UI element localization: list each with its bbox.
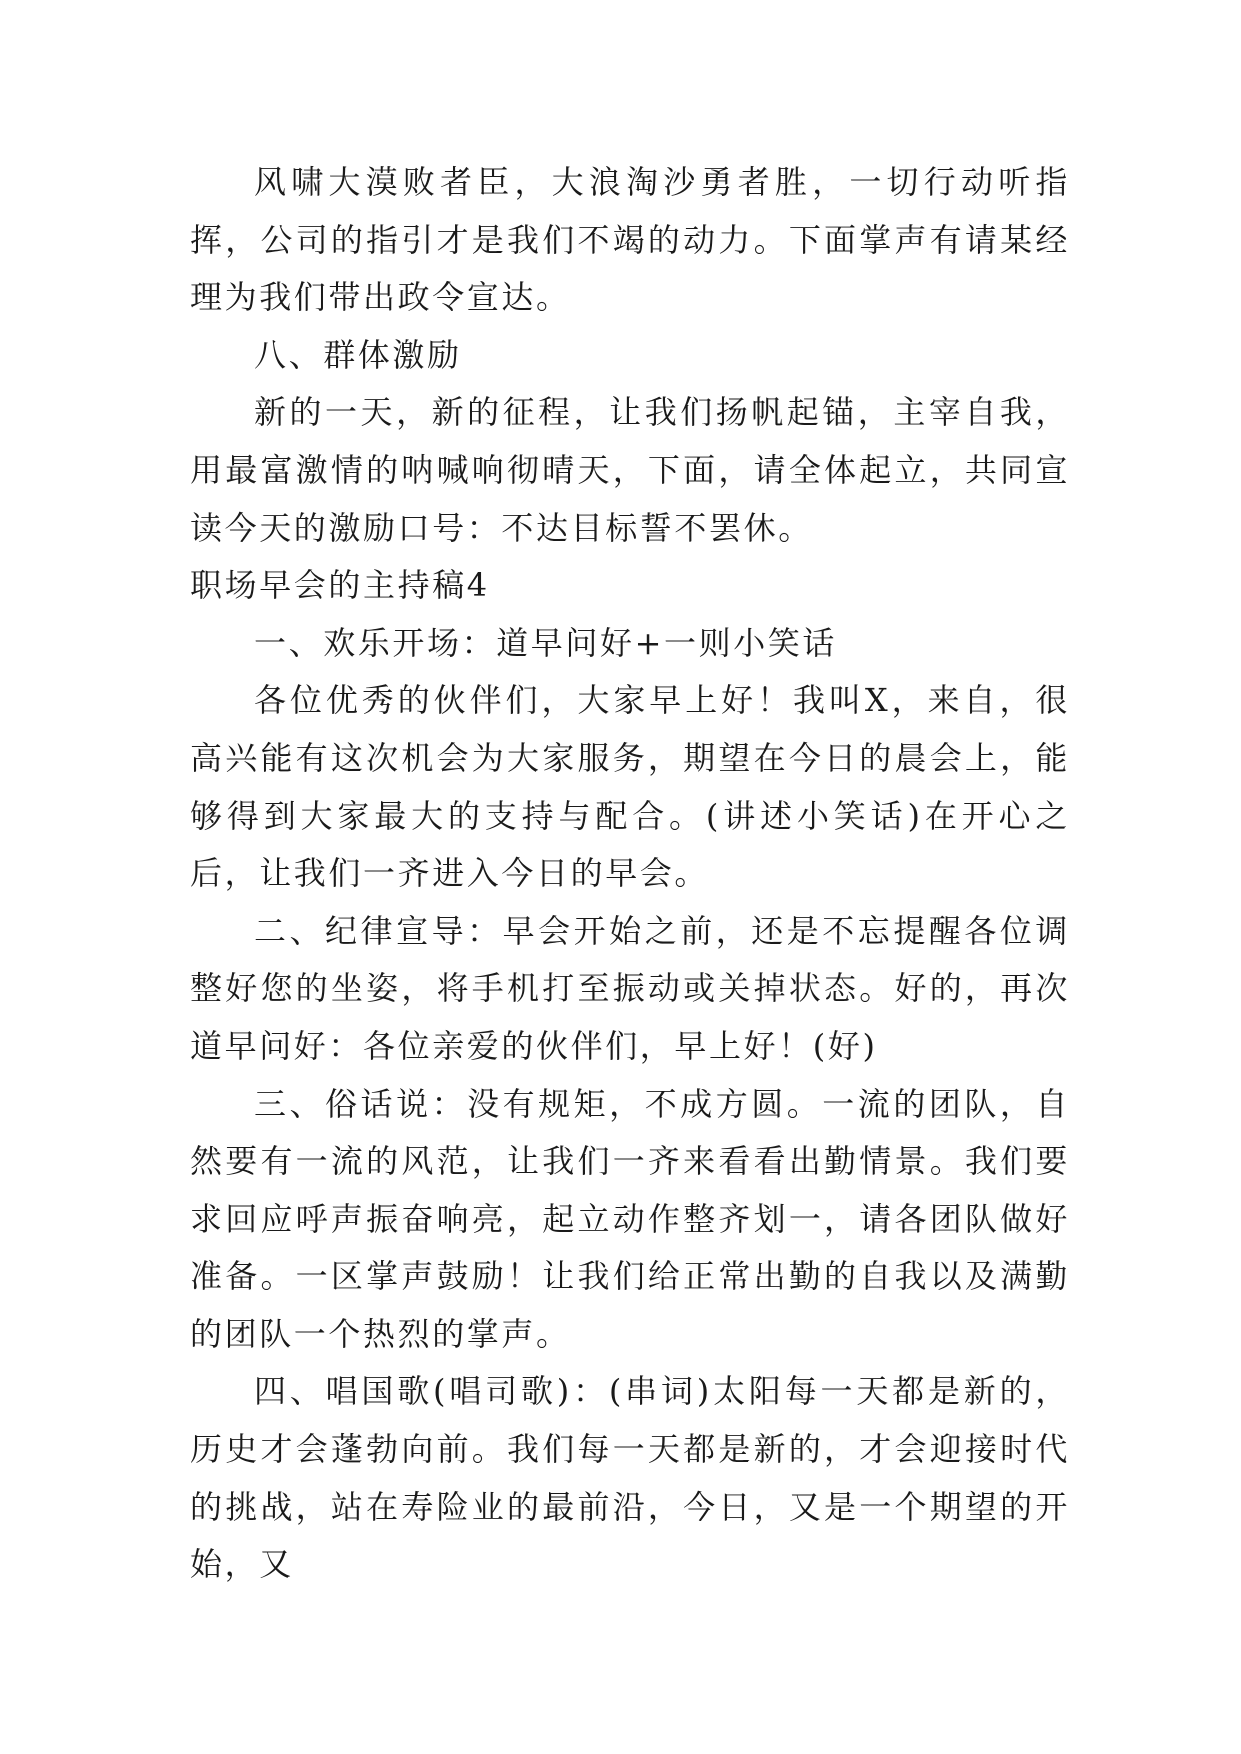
paragraph-discipline: 二、纪律宣导：早会开始之前，还是不忘提醒各位调整好您的坐姿，将手机打至振动或关掉状态。好的，再次道早问好：各位亲爱的伙伴们，早上好！(好) (190, 911, 1070, 1065)
script-title: 职场早会的主持稿4 (190, 566, 490, 605)
document-body (190, 154, 1070, 1594)
section-heading-group-motivation: 八、群体激励 (254, 335, 462, 374)
paragraph-opening: 各位优秀的伙伴们，大家早上好！我叫X，来自，很高兴能有这次机会为大家服务，期望在今日的晨会上，能够得到大家最大的支持与配合。(讲述小笑话)在开心之后，让我们一齐进入今日的早会。 (190, 681, 1070, 893)
section-heading-opening: 一、欢乐开场：道早问好+一则小笑话 (254, 623, 838, 662)
paragraph-anthem: 四、唱国歌(唱司歌)：(串词)太阳每一天都是新的，历史才会蓬勃向前。我们每一天都是新的，才会迎接时代的挑战，站在寿险业的最前沿，今日，又是一个期望的开始，又 (190, 1372, 1070, 1584)
paragraph-slogan: 风啸大漠败者臣，大浪淘沙勇者胜，一切行动听指挥，公司的指引才是我们不竭的动力。下面掌声有请某经理为我们带出政令宣达。 (190, 163, 1070, 317)
paragraph-attendance: 三、俗话说：没有规矩，不成方圆。一流的团队，自然要有一流的风范，让我们一齐来看看出勤情景。我们要求回应呼声振奋响亮，起立动作整齐划一，请各团队做好准备。一区掌声鼓励！让我们给正常出勤的自我以及满勤的团队一个热烈的掌声。 (190, 1084, 1070, 1353)
paragraph-motivation: 新的一天，新的征程，让我们扬帆起锚，主宰自我，用最富激情的呐喊响彻晴天，下面，请全体起立，共同宣读今天的激励口号：不达目标誓不罢休。 (190, 393, 1070, 547)
